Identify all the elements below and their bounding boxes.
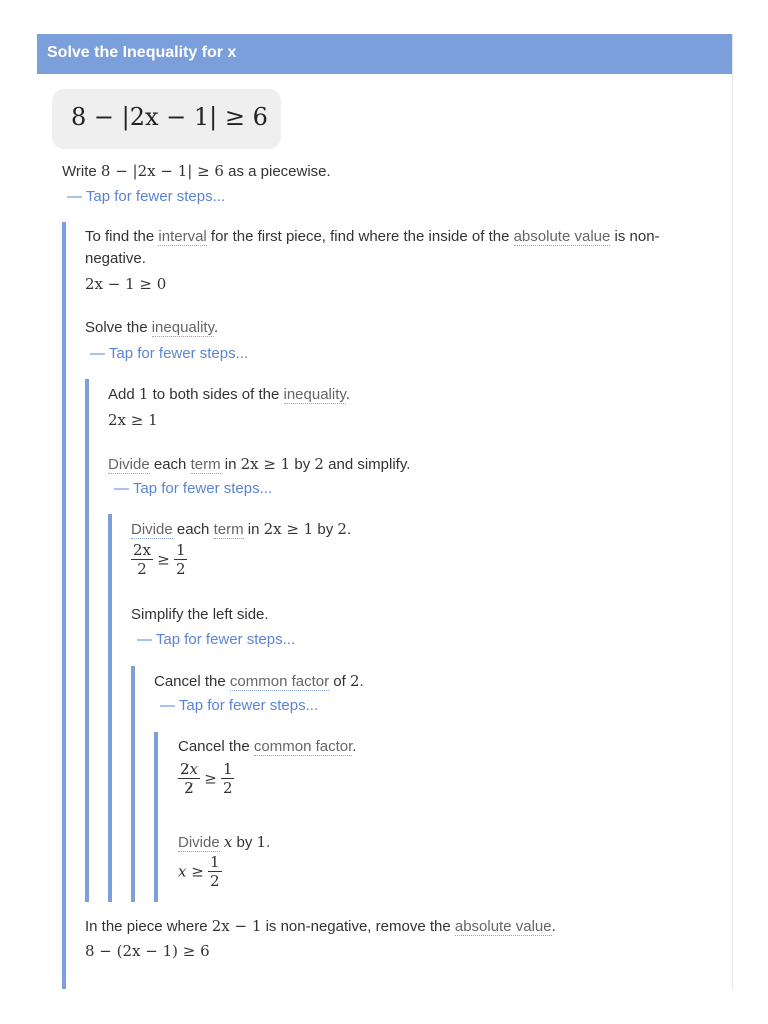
link-inequality[interactable]: inequality — [283, 386, 346, 403]
expr-divided-fraction: $\frac{2x}{2}$ ≥ $\frac{1}{2}$ — [133, 541, 186, 578]
step-simplify-left: Simplify the left side. — [131, 606, 269, 623]
tap-fewer-steps[interactable]: — Tap for fewer steps... — [114, 480, 273, 497]
step-divide-simplify: Divide each term in 2x ≥ 1 by 2 and simplify. — [108, 455, 411, 473]
link-common-factor[interactable]: common factor — [229, 673, 330, 690]
step-bar-level5 — [154, 732, 158, 902]
tap-fewer-steps[interactable]: — Tap for fewer steps... — [137, 631, 296, 648]
step-find-interval: To find the interval for the first piece, find where the inside of the absolute value is non- — [85, 228, 660, 245]
step-cancel-common-factor: Cancel the common factor of 2. — [154, 672, 364, 690]
link-term[interactable]: term — [213, 521, 244, 538]
problem-expression: 8 − |2x − 1| ≥ 6 — [71, 103, 268, 131]
link-term[interactable]: term — [190, 456, 221, 473]
expr-nonneg: 2x − 1 ≥ 0 — [85, 275, 167, 293]
step-divide-x: Divide x by 1. — [178, 833, 271, 851]
link-divide[interactable]: Divide — [178, 834, 220, 851]
step-write-piecewise: Write 8 − |2x − 1| ≥ 6 as a piecewise. — [62, 162, 331, 180]
expr-add-result: 2x ≥ 1 — [108, 411, 158, 429]
step-bar-level2 — [85, 379, 89, 902]
link-absolute-value[interactable]: absolute value — [513, 228, 611, 245]
step-solve-inequality: Solve the inequality. — [85, 319, 219, 336]
step-remove-absolute: In the piece where 2x − 1 is non-negative, remove the absolute value. — [85, 917, 556, 935]
tap-fewer-steps[interactable]: — Tap for fewer steps... — [160, 697, 319, 714]
step-add-one: Add 1 to both sides of the inequality. — [108, 385, 350, 403]
step-divide-each-term: Divide each term in 2x ≥ 1 by 2. — [131, 520, 352, 538]
link-divide[interactable]: Divide — [131, 521, 173, 538]
expr-x-result: x ≥ $\frac{1}{2}$ — [178, 853, 220, 890]
step-bar-level1 — [62, 222, 66, 989]
tap-fewer-steps[interactable]: — Tap for fewer steps... — [90, 345, 249, 362]
link-absolute-value[interactable]: absolute value — [454, 918, 552, 935]
step-bar-level3 — [108, 514, 112, 902]
expr-piece-result: 8 − (2x − 1) ≥ 6 — [85, 942, 210, 960]
problem-box — [52, 89, 281, 149]
link-common-factor[interactable]: common factor — [253, 738, 353, 755]
step-cancel-detail: Cancel the common factor. — [178, 738, 357, 755]
header-title: Solve the Inequality for x — [47, 44, 237, 61]
link-interval[interactable]: interval — [158, 228, 207, 245]
step-find-interval-cont: negative. — [85, 250, 146, 267]
expr-cancelled-fraction: $\frac{2x}{2}$ ≥ $\frac{1}{2}$ — [180, 760, 233, 797]
step-bar-level4 — [131, 666, 135, 902]
header-bar — [37, 34, 732, 74]
tap-fewer-steps[interactable]: — Tap for fewer steps... — [67, 188, 226, 205]
link-divide[interactable]: Divide — [108, 456, 150, 473]
link-inequality[interactable]: inequality — [151, 319, 214, 336]
